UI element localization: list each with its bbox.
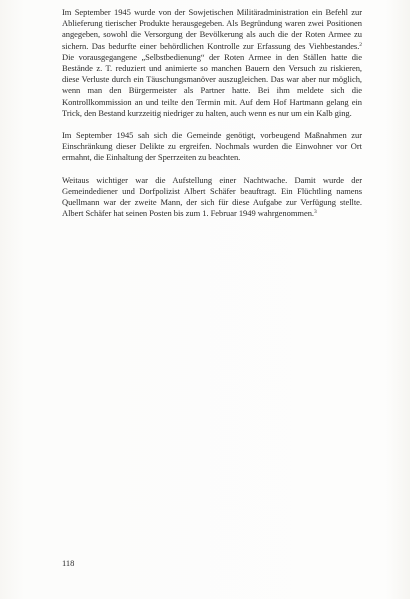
paragraph-1 bbox=[62, 7, 362, 119]
footnote-marker-2: 2 bbox=[359, 41, 362, 48]
body-text bbox=[62, 7, 362, 219]
paragraph-3-text: Weitaus wichtiger war die Aufstellung einer Nachtwache. Damit wurde der Gemeindediener und Dorfpolizist Albert Schäfer beauftragt. Ein Flüchtling namens Quellmann war der zweite Mann, der sich für diese Aufgabe zur Verfügung stellte. Albert Schäfer hat seinen Posten bis zum 1. Februar 1949 wahrgenommen. bbox=[62, 174, 362, 219]
paragraph-3 bbox=[62, 175, 362, 220]
page-number: 118 bbox=[62, 558, 75, 568]
paragraph-1-text-b: Die vorausgegangene „Selbstbedienung“ der Roten Armee in den Ställen hatte die Bestände z. T. reduziert und animierte so manchen Bauern den Versuch zu riskieren, diese Verluste durch ein Täuschungsmanöver auszugleichen. Das war aber nur möglich, wenn man den Bürgermeister als Partner hatte. Bei ihm meldete sich die Kontrollkommission an und teilte den Termin mit. Auf dem Hof Hartmann gelang ein Trick, den Bestand kurzzeitig niedriger zu halten, auch wenn es nur um ein Kalb ging. bbox=[62, 51, 362, 118]
paragraph-2 bbox=[62, 130, 362, 164]
paragraph-2-text: Im September 1945 sah sich die Gemeinde genötigt, vorbeugend Maßnahmen zur Einschränkung dieser Delikte zu ergreifen. Nochmals wurden die Einwohner vor Ort ermahnt, die Einhaltung der Sperrzeiten zu beachten. bbox=[62, 130, 362, 163]
footnote-marker-3: 3 bbox=[314, 209, 317, 216]
paragraph-1-text-a: Im September 1945 wurde von der Sowjetischen Militäradministration ein Befehl zur Ablieferung tierischer Produkte herausgegeben. Als Begründung waren zwei Positionen angegeben, sowohl die Versorgung der Bevölkerung als auch die der Roten Armee zu sichern. Das bedurfte einer behördlichen Kontrolle zur Erfassung des Viehbestandes. bbox=[62, 7, 362, 51]
